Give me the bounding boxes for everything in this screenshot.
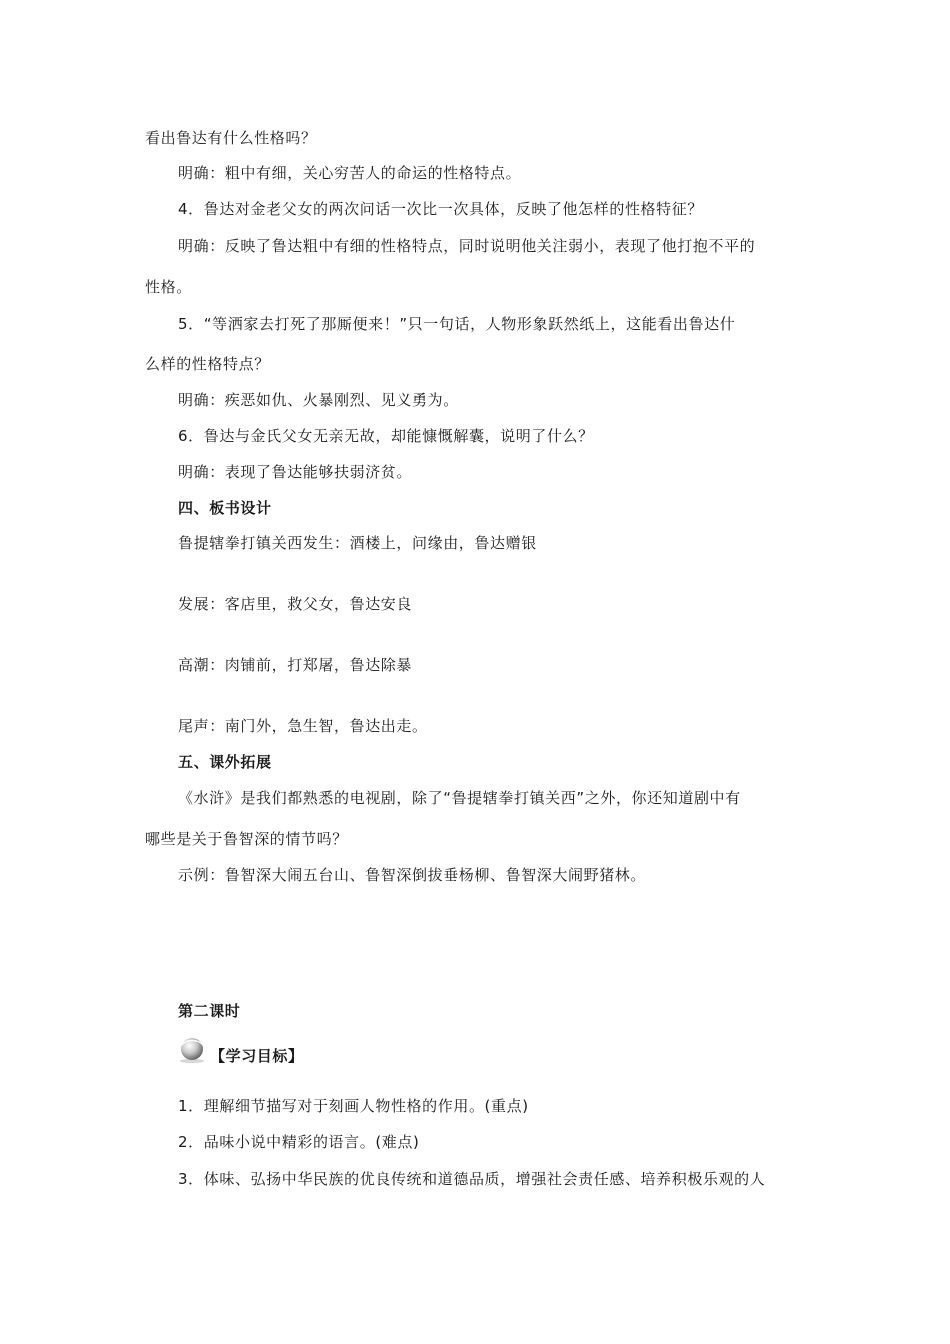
board-line: 鲁提辖拳打镇关西发生：酒楼上，问缘由，鲁达赠银: [178, 534, 537, 552]
question-6: 6．鲁达与金氏父女无亲无故，却能慷慨解囊，说明了什么？: [178, 427, 594, 445]
board-line: 发展：客店里，救父女，鲁达安良: [178, 595, 413, 613]
paragraph-line: 明确：粗中有细，关心穷苦人的命运的性格特点。: [178, 164, 522, 182]
paragraph-line: 明确：反映了鲁达粗中有细的性格特点，同时说明他关注弱小，表现了他打抱不平的: [178, 237, 756, 255]
section-heading-4: 四、板书设计: [178, 499, 272, 517]
sphere-icon: [176, 1036, 210, 1064]
paragraph-line: 明确：表现了鲁达能够扶弱济贫。: [178, 463, 413, 481]
question-5: 5．“等洒家去打死了那厮便来！”只一句话，人物形象跃然纸上，这能看出鲁达什: [178, 315, 736, 333]
paragraph-line: 性格。: [145, 278, 192, 296]
goal-item: 3．体味、弘扬中华民族的优良传统和道德品质，增强社会责任感、培养积极乐观的人: [178, 1170, 766, 1188]
lesson-heading: 第二课时: [178, 1002, 241, 1020]
goal-item: 1．理解细节描写对于刻画人物性格的作用。(重点): [178, 1097, 529, 1115]
board-line: 尾声：南门外，急生智，鲁达出走。: [178, 717, 428, 735]
paragraph-line: 么样的性格特点？: [145, 355, 270, 373]
paragraph-line: 看出鲁达有什么性格吗？: [145, 129, 317, 147]
section-heading-5: 五、课外拓展: [178, 753, 272, 771]
paragraph-line: 示例：鲁智深大闹五台山、鲁智深倒拔垂杨柳、鲁智深大闹野猪林。: [178, 866, 647, 884]
board-line: 高潮：肉铺前，打郑屠，鲁达除暴: [178, 656, 413, 674]
learning-goals-heading: 【学习目标】: [210, 1047, 304, 1065]
question-4: 4．鲁达对金老父女的两次问话一次比一次具体，反映了他怎样的性格特征？: [178, 200, 703, 218]
paragraph-line: 《水浒》是我们都熟悉的电视剧，除了“鲁提辖拳打镇关西”之外，你还知道剧中有: [178, 789, 741, 807]
goal-item: 2．品味小说中精彩的语言。(难点): [178, 1133, 420, 1151]
paragraph-line: 哪些是关于鲁智深的情节吗？: [145, 830, 348, 848]
paragraph-line: 明确：疾恶如仇、火暴刚烈、见义勇为。: [178, 391, 459, 409]
